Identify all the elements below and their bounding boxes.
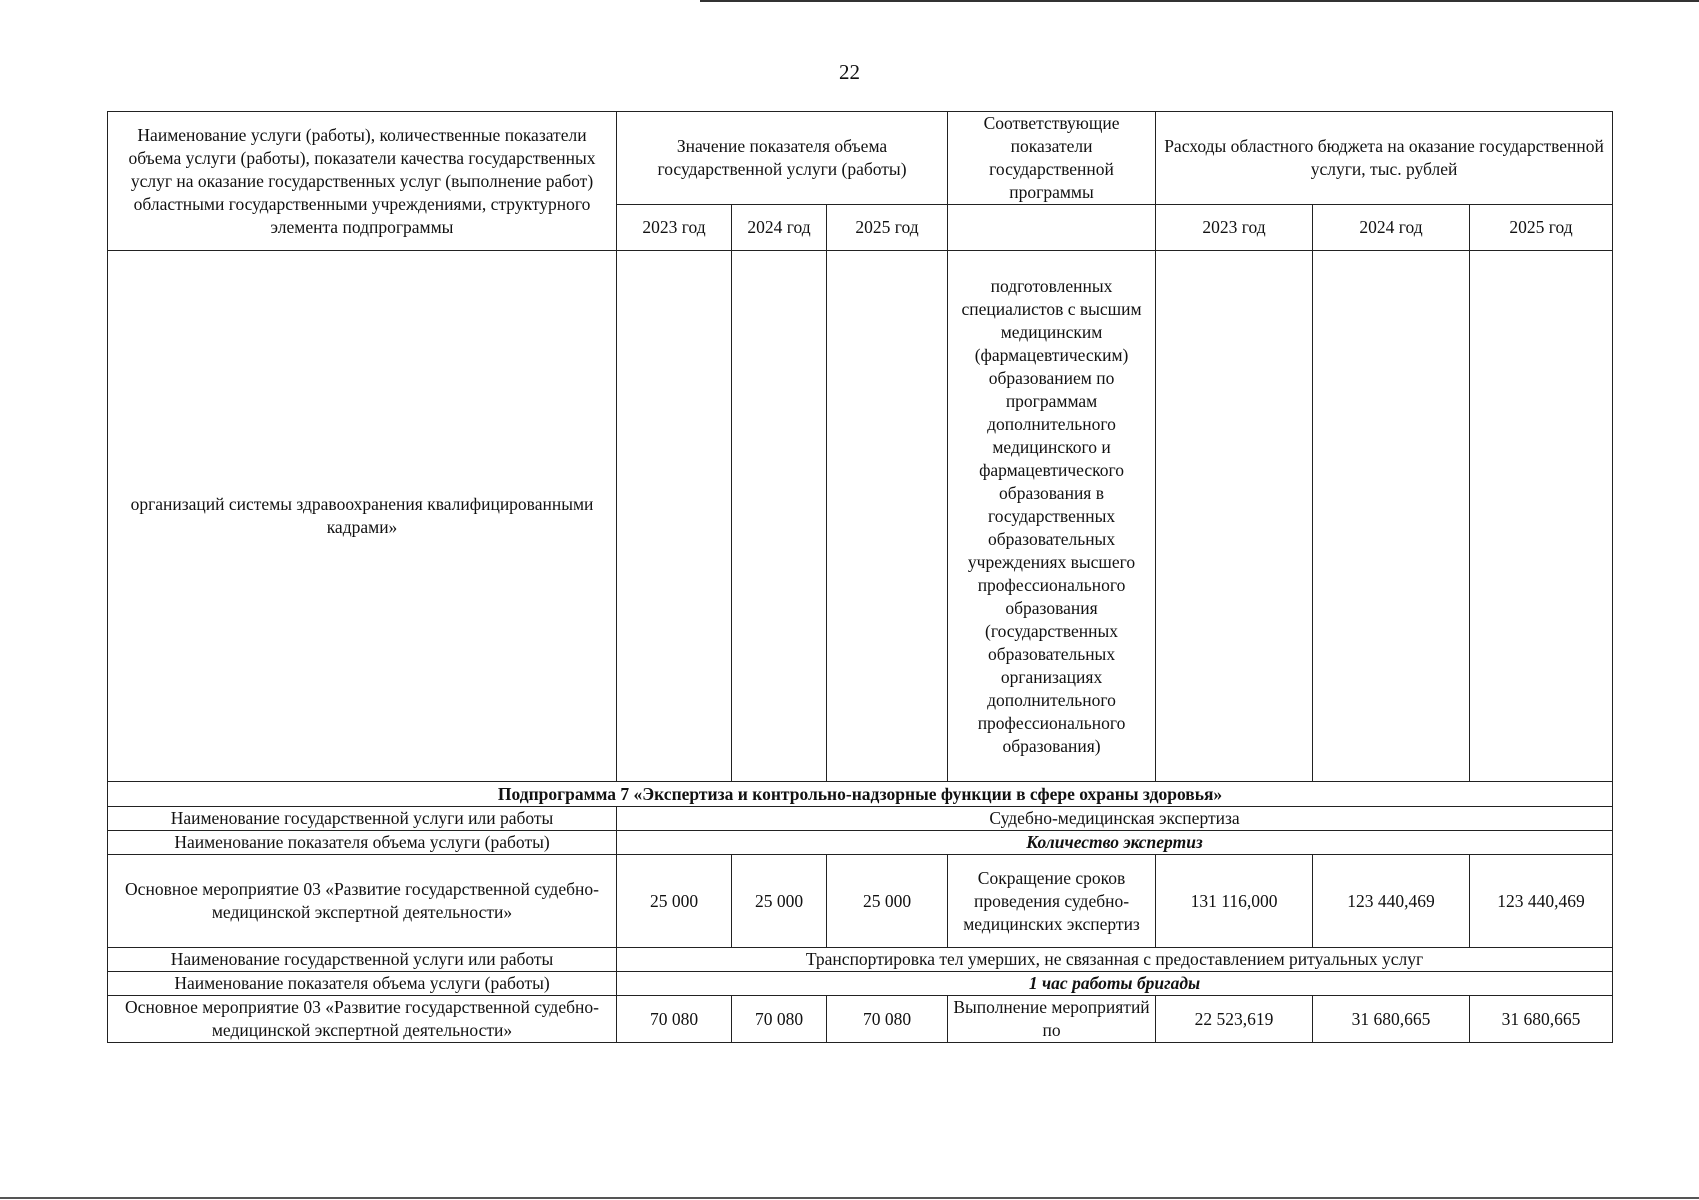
measure-value: 1 час работы бригады <box>617 972 1613 996</box>
continued-row-vol-2023 <box>617 251 732 782</box>
header-expense-year-2023: 2023 год <box>1156 205 1313 251</box>
header-service-name: Наименование услуги (работы), количественные показатели объема услуги (работы), показатели качества государственных услуг на оказание государственных услуг (выполнение работ) областными государственными учреждениями, структурного элемента подпрограммы <box>108 112 617 251</box>
measure-value: Количество экспертиз <box>617 831 1613 855</box>
measure-row <box>108 972 1613 996</box>
activity-row <box>108 996 1613 1043</box>
bottom-rule <box>0 1197 1699 1199</box>
continued-row <box>108 251 1613 782</box>
activity-row <box>108 855 1613 948</box>
header-expenses-group: Расходы областного бюджета на оказание государственной услуги, тыс. рублей <box>1156 112 1613 205</box>
measure-label: Наименование показателя объема услуги (работы) <box>108 831 617 855</box>
volume-2025: 70 080 <box>827 996 948 1043</box>
expense-2024: 123 440,469 <box>1313 855 1470 948</box>
volume-2024: 25 000 <box>732 855 827 948</box>
header-expense-year-2025: 2025 год <box>1470 205 1613 251</box>
header-indicators-empty <box>948 205 1156 251</box>
header-expense-year-2024: 2024 год <box>1313 205 1470 251</box>
activity-name: Основное мероприятие 03 «Развитие государственной судебно-медицинской экспертной деятельности» <box>108 855 617 948</box>
expense-2024: 31 680,665 <box>1313 996 1470 1043</box>
budget-table <box>107 111 1613 1043</box>
service-label: Наименование государственной услуги или работы <box>108 807 617 831</box>
page-number: 22 <box>839 60 860 84</box>
volume-2023: 25 000 <box>617 855 732 948</box>
continued-row-indicator: подготовленных специалистов с высшим медицинским (фармацевтическим) образованием по программам дополнительного медицинского и фармацевтического образования в государственных образовательных учреждениях высшего профессионального образования (государственных образовательных организациях дополнительного профессионального образования) <box>948 251 1156 782</box>
activity-name: Основное мероприятие 03 «Развитие государственной судебно-медицинской экспертной деятельности» <box>108 996 617 1043</box>
activity-indicator: Сокращение сроков проведения судебно-медицинских экспертиз <box>948 855 1156 948</box>
header-row <box>108 112 1613 205</box>
service-value: Транспортировка тел умерших, не связанная с предоставлением ритуальных услуг <box>617 948 1613 972</box>
header-volume-year-2023: 2023 год <box>617 205 732 251</box>
expense-2025: 123 440,469 <box>1470 855 1613 948</box>
header-volume-year-2025: 2025 год <box>827 205 948 251</box>
continued-row-vol-2024 <box>732 251 827 782</box>
expense-2023: 131 116,000 <box>1156 855 1313 948</box>
top-rule <box>700 0 1699 2</box>
continued-row-exp-2023 <box>1156 251 1313 782</box>
service-row <box>108 948 1613 972</box>
header-volume-group: Значение показателя объема государственной услуги (работы) <box>617 112 948 205</box>
measure-row <box>108 831 1613 855</box>
expense-2023: 22 523,619 <box>1156 996 1313 1043</box>
subprogram-row <box>108 782 1613 807</box>
activity-indicator: Выполнение мероприятий по <box>948 996 1156 1043</box>
volume-2025: 25 000 <box>827 855 948 948</box>
continued-row-name: организаций системы здравоохранения квалифицированными кадрами» <box>108 251 617 782</box>
service-row <box>108 807 1613 831</box>
measure-label: Наименование показателя объема услуги (работы) <box>108 972 617 996</box>
service-label: Наименование государственной услуги или работы <box>108 948 617 972</box>
volume-2023: 70 080 <box>617 996 732 1043</box>
continued-row-exp-2024 <box>1313 251 1470 782</box>
volume-2024: 70 080 <box>732 996 827 1043</box>
continued-row-exp-2025 <box>1470 251 1613 782</box>
service-value: Судебно-медицинская экспертиза <box>617 807 1613 831</box>
subprogram-title: Подпрограмма 7 «Экспертиза и контрольно-надзорные функции в сфере охраны здоровья» <box>108 782 1613 807</box>
continued-row-vol-2025 <box>827 251 948 782</box>
expense-2025: 31 680,665 <box>1470 996 1613 1043</box>
header-indicators: Соответствующие показатели государственной программы <box>948 112 1156 205</box>
header-volume-year-2024: 2024 год <box>732 205 827 251</box>
